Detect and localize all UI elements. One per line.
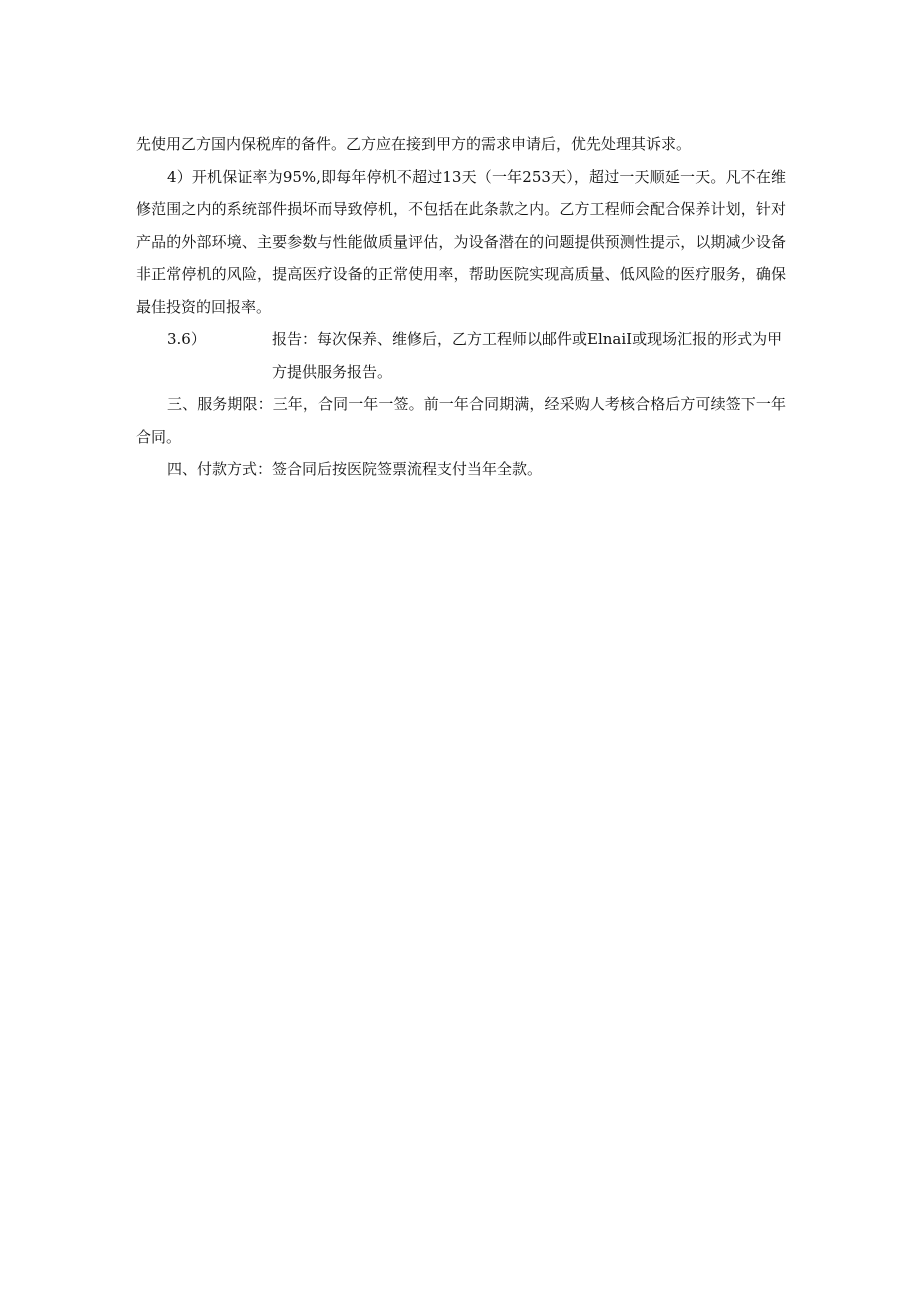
paragraph-report xyxy=(136,323,786,388)
paragraph-report-number: 3.6） xyxy=(167,330,206,348)
paragraph-payment-method: 四、付款方式：签合同后按医院签票流程支付当年全款。 xyxy=(167,460,543,478)
paragraph-spare-parts: 先使用乙方国内保税库的备件。乙方应在接到甲方的需求申请后，优先处理其诉求。 xyxy=(136,135,692,153)
paragraph-report-text: 报告：每次保养、维修后，乙方工程师以邮件或ElnaiI或现场汇报的形式为甲方提供服务报告。 xyxy=(272,330,783,381)
paragraph-uptime-guarantee: 4）开机保证率为95%,即每年停机不超过13天（一年253天），超过一天顺延一天。凡不在维修范围之内的系统部件损坏而导致停机，不包括在此条款之内。乙方工程师会配合保养计划，针对产品的外部环境、主要参数与性能做质量评估，为设备潜在的问题提供预测性提示，以期减少设备非正常停机的风险，提高医疗设备的正常使用率，帮助医院实现高质量、低风险的医疗服务，确保最佳投资的回报率。 xyxy=(136,167,786,316)
document-body xyxy=(136,128,786,486)
paragraph-service-period: 三、服务期限：三年，合同一年一签。前一年合同期满，经采购人考核合格后方可续签下一年合同。 xyxy=(136,395,786,446)
